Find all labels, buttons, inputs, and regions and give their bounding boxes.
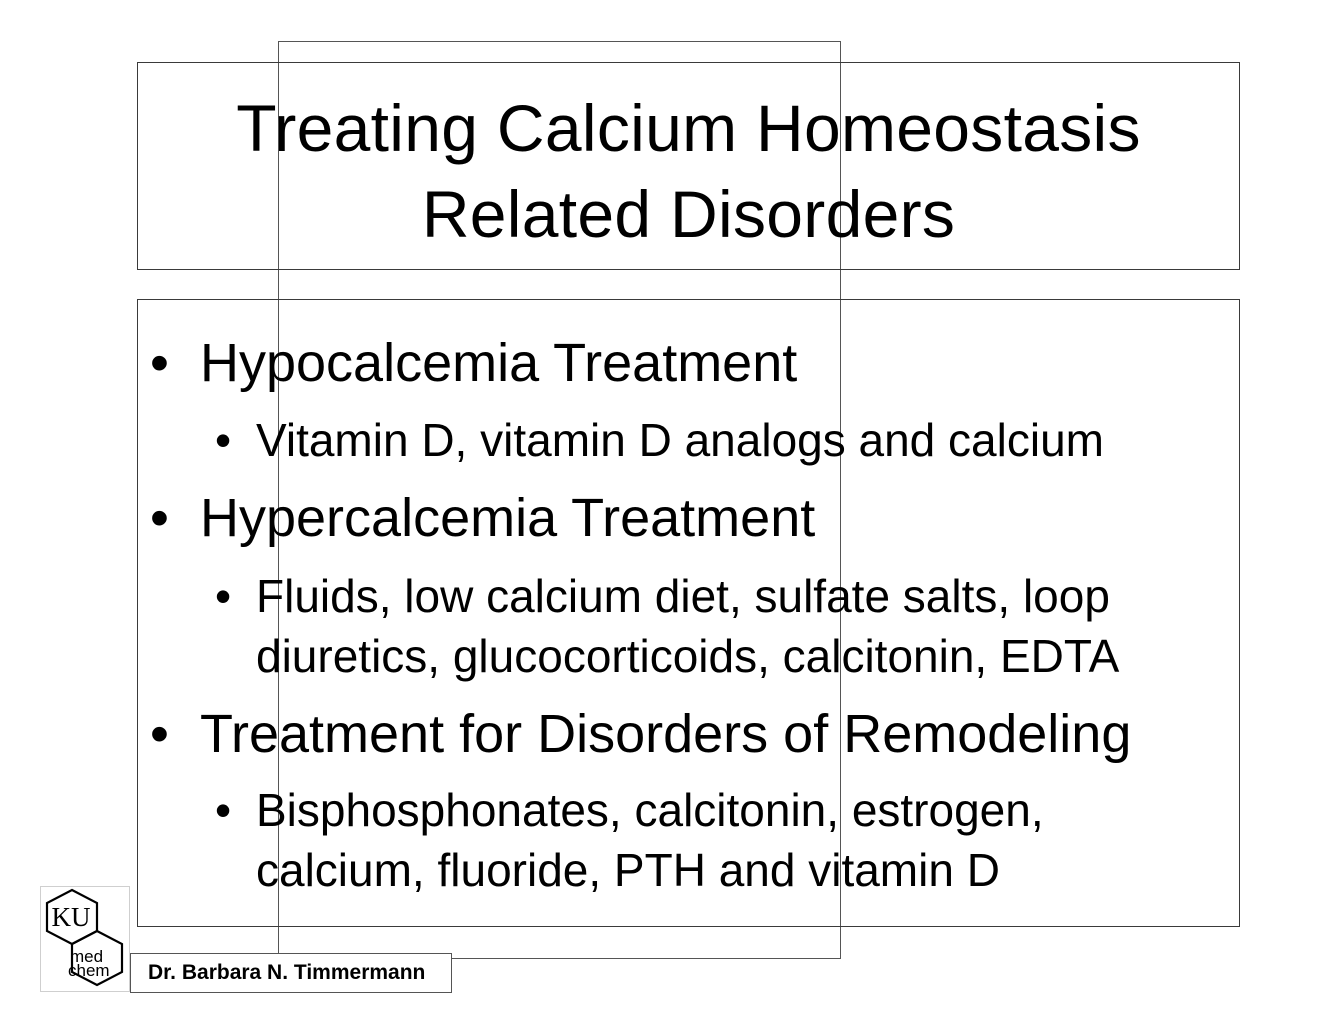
subbullet-text-line-2: diuretics, glucocorticoids, calcitonin, EDTA — [256, 630, 1120, 682]
ku-medchem-logo — [40, 886, 130, 992]
subbullet-remodeling — [215, 780, 1044, 900]
bullet-text: Treatment for Disorders of Remodeling — [200, 704, 1132, 764]
bullet-dot: • — [215, 784, 232, 836]
subbullet-hypocalcemia — [215, 410, 1104, 470]
subbullet-text-line-2: calcium, fluoride, PTH and vitamin D — [256, 844, 1000, 896]
bullet-dot: • — [150, 333, 169, 393]
title-line-2: Related Disorders — [421, 177, 956, 251]
logo-chem-text: chem — [68, 961, 110, 980]
bullet-dot: • — [150, 704, 169, 764]
bullet-text: Hypercalcemia Treatment — [200, 488, 816, 548]
bullet-text: Hypocalcemia Treatment — [200, 333, 798, 393]
bullet-hypercalcemia — [150, 486, 815, 550]
bullet-hypocalcemia — [150, 331, 797, 395]
bullet-dot: • — [215, 570, 232, 622]
bullet-dot: • — [215, 414, 232, 466]
logo-med-text: med — [70, 947, 104, 966]
subbullet-hypercalcemia — [215, 566, 1119, 686]
subbullet-text-line-1: Fluids, low calcium diet, sulfate salts, loop — [256, 570, 1110, 622]
slide-title — [137, 85, 1240, 257]
subbullet-text: Vitamin D, vitamin D analogs and calcium — [256, 414, 1104, 466]
bullet-dot: • — [150, 488, 169, 548]
author-label: Dr. Barbara N. Timmermann — [130, 953, 452, 993]
title-line-1: Treating Calcium Homeostasis — [236, 91, 1141, 165]
subbullet-text-line-1: Bisphosphonates, calcitonin, estrogen, — [256, 784, 1044, 836]
bullet-remodeling — [150, 702, 1131, 766]
logo-ku-text: KU — [51, 902, 91, 932]
